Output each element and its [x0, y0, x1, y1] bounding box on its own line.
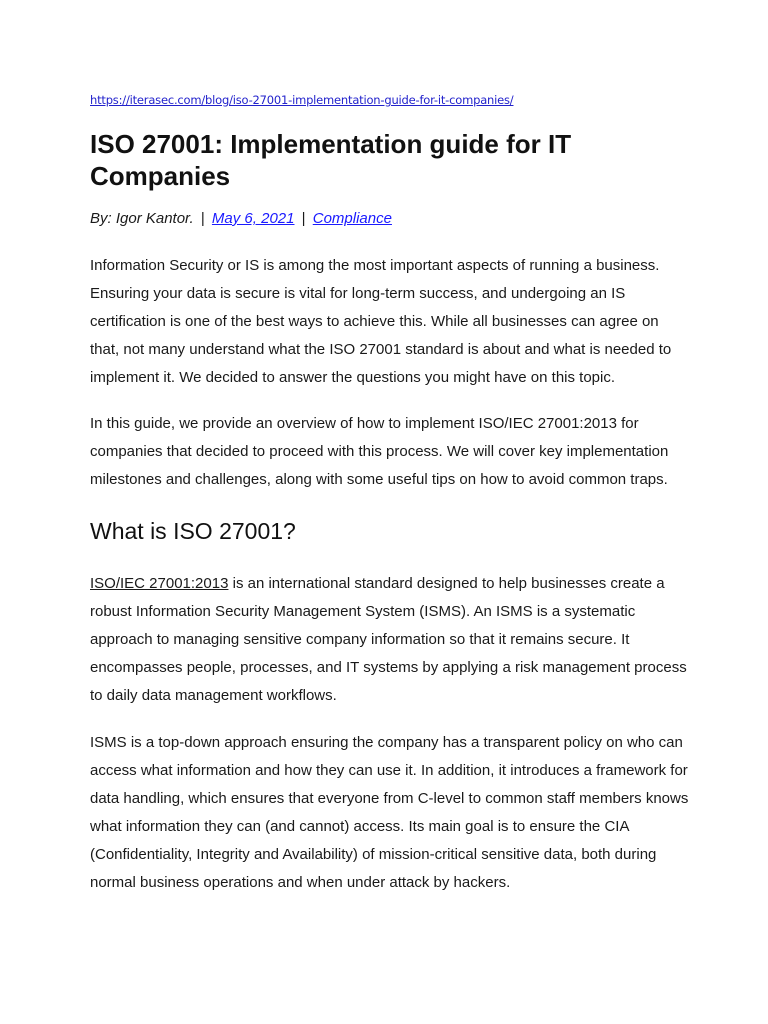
source-url-link[interactable]: https://iterasec.com/blog/iso-27001-implementation-guide-for-it-companies/: [90, 93, 514, 107]
byline-author: By: Igor Kantor.: [90, 210, 194, 227]
byline-date-link[interactable]: May 6, 2021: [211, 210, 295, 227]
byline-separator: |: [301, 210, 306, 227]
section-paragraph: [90, 570, 690, 710]
intro-paragraph: In this guide, we provide an overview of how to implement ISO/IEC 27001:2013 for companies that decided to proceed with this process. We will cover key implementation milestones and challenges, along with some useful tips on how to avoid common traps.: [90, 415, 669, 488]
intro-paragraph: Information Security or IS is among the most important aspects of running a business. Ensuring your data is secure is vital for long-term success, and undergoing an IS certification is one of the best ways to achieve this. While all businesses can agree on that, not many understand what the ISO 27001 standard is about and what is needed to implement it. We decided to answer the questions you might have on this topic.: [90, 257, 672, 386]
section-paragraph: ISMS is a top-down approach ensuring the company has a transparent policy on who can access what information and how they can use it. In addition, it introduces a framework for data handling, which ensures that everyone from C-level to common staff members knows what information they can (and cannot) access. Its main goal is to ensure the CIA (Confidentiality, Integrity and Availability) of mission-critical sensitive data, both during normal business operations and when under attack by hackers.: [90, 734, 689, 891]
section-heading: What is ISO 27001?: [90, 518, 296, 544]
standard-link[interactable]: ISO/IEC 27001:2013: [90, 575, 229, 592]
article-byline: [90, 210, 392, 227]
byline-category-link[interactable]: Compliance: [312, 210, 392, 227]
section-paragraph-text: is an international standard designed to help businesses create a robust Information Security Management System (ISMS). An ISMS is a systematic approach to managing sensitive company information so that it remains secure. It encompasses people, processes, and IT systems by applying a risk management process to daily data management workflows.: [90, 575, 687, 704]
article-title: ISO 27001: Implementation guide for IT Companies: [90, 129, 572, 191]
byline-separator: |: [200, 210, 205, 227]
